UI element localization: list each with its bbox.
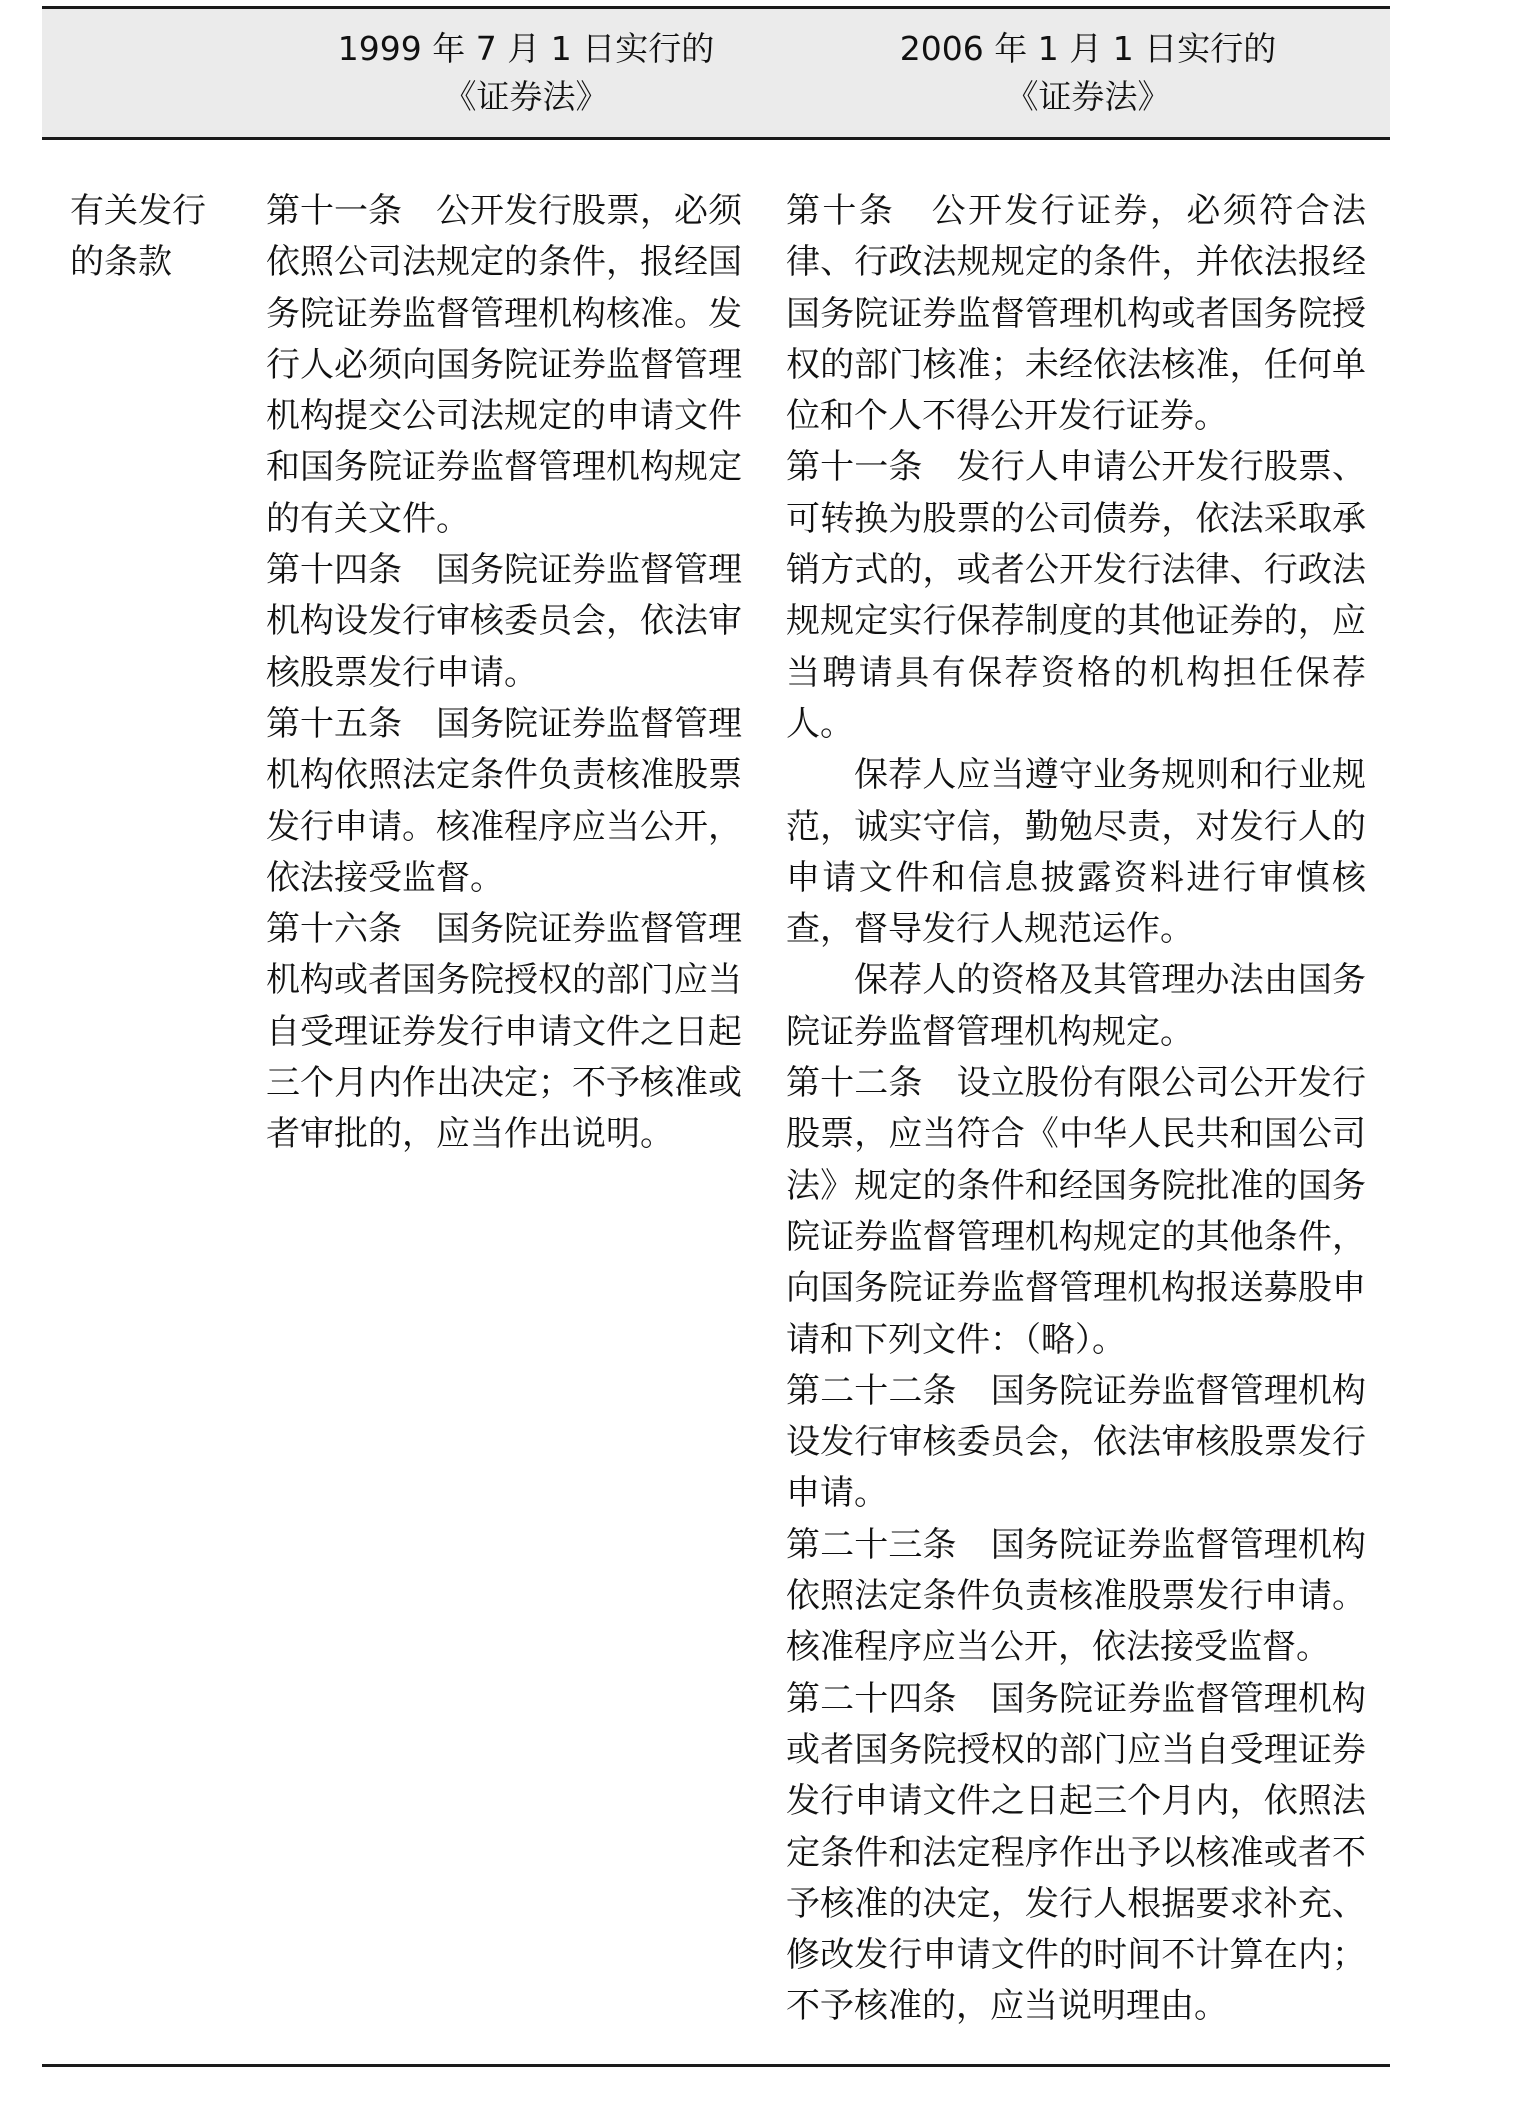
header-empty-cell (42, 9, 266, 137)
article-2006-11-para-2: 保荐人应当遵守业务规则和行业规范，诚实守信，勤勉尽责，对发行人的申请文件和信息披露资料进行审慎核查，督导发行人规范运作。 (786, 755, 1366, 950)
table-header (42, 9, 1390, 140)
header-2006-title: 《证券法》 (1005, 77, 1171, 116)
article-2006-12: 第十二条 设立股份有限公司公开发行股票，应当符合《中华人民共和国公司法》规定的条件和经国务院批准的国务院证券监督管理机构规定的其他条件，向国务院证券监督管理机构报送募股申请和下列文件：（略）。 (786, 1063, 1366, 1360)
header-1999-date: 1999 年 7 月 1 日实行的 (337, 29, 715, 68)
article-2006-11-para-3: 保荐人的资格及其管理办法由国务院证券监督管理机构规定。 (786, 960, 1366, 1052)
header-1999-law (266, 9, 786, 137)
bottom-rule (42, 2064, 1390, 2067)
comparison-table (42, 6, 1390, 2097)
article-1999-16: 第十六条 国务院证券监督管理机构或者国务院授权的部门应当自受理证券发行申请文件之日起三个月内作出决定；不予核准或者审批的，应当作出说明。 (266, 909, 742, 1155)
article-2006-11: 第十一条 发行人申请公开发行股票、可转换为股票的公司债券，依法采取承销方式的，或者公开发行法律、行政法规规定实行保荐制度的其他证券的，应当聘请具有保荐资格的机构担任保荐人。 (786, 447, 1366, 744)
article-1999-11: 第十一条 公开发行股票，必须依照公司法规定的条件，报经国务院证券监督管理机构核准。发行人必须向国务院证券监督管理机构提交公司法规定的申请文件和国务院证券监督管理机构规定的有关文件。 (266, 191, 742, 539)
column-1999-articles (266, 186, 786, 2097)
article-2006-10: 第十条 公开发行证券，必须符合法律、行政法规规定的条件，并依法报经国务院证券监督管理机构或者国务院授权的部门核准；未经依法核准，任何单位和个人不得公开发行证券。 (786, 191, 1366, 437)
table-row (42, 140, 1390, 2097)
article-2006-24: 第二十四条 国务院证券监督管理机构或者国务院授权的部门应当自受理证券发行申请文件之日起三个月内，依照法定条件和法定程序作出予以核准或者不予核准的决定，发行人根据要求补充、修改发行申请文件的时间不计算在内；不予核准的，应当说明理由。 (786, 1678, 1366, 2027)
article-2006-22: 第二十二条 国务院证券监督管理机构设发行审核委员会，依法审核股票发行申请。 (786, 1370, 1366, 1514)
article-1999-15: 第十五条 国务院证券监督管理机构依照法定条件负责核准股票发行申请。核准程序应当公开，依法接受监督。 (266, 703, 742, 898)
header-1999-title: 《证券法》 (443, 77, 609, 116)
header-2006-date: 2006 年 1 月 1 日实行的 (899, 29, 1277, 68)
header-2006-law (786, 9, 1390, 137)
article-2006-23: 第二十三条 国务院证券监督管理机构依照法定条件负责核准股票发行申请。核准程序应当公开，依法接受监督。 (786, 1524, 1366, 1668)
article-1999-14: 第十四条 国务院证券监督管理机构设发行审核委员会，依法审核股票发行申请。 (266, 550, 742, 693)
row-label: 有关发行的条款 (70, 191, 206, 283)
column-2006-articles (786, 186, 1390, 2097)
